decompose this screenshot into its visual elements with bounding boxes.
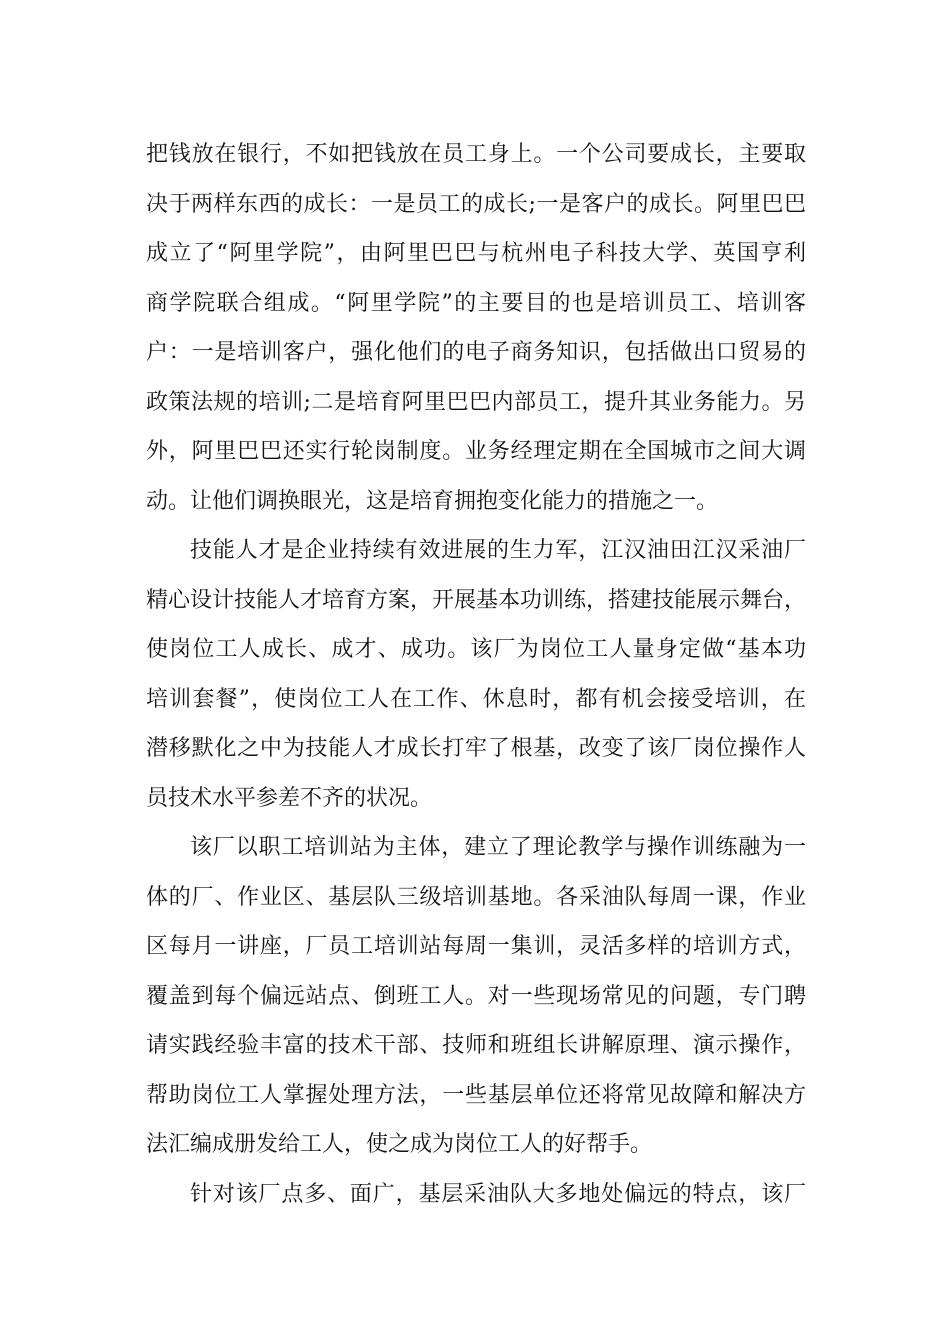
paragraph-2-line-1: 技能人才是企业持续有效进展的生力军，江汉油田江汉采油厂 — [190, 538, 806, 563]
paragraph-2-line-2: 精心设计技能人才培育方案，开展基本功训练，搭建技能展示舞台， — [146, 587, 807, 613]
paragraph-1-line-1: 把钱放在银行，不如把钱放在员工身上。一个公司要成长，主要取 — [146, 142, 806, 167]
paragraph-2-line-3: 使岗位工人成长、成才、成功。该厂为岗位工人量身定做“基本功 — [146, 637, 806, 662]
paragraph-2-line-6: 员技术水平参差不齐的状况。 — [146, 785, 433, 811]
paragraph-3-line-6: 帮助岗位工人掌握处理方法，一些基层单位还将常见故障和解决方 — [146, 1082, 806, 1108]
paragraph-1-line-4: 商学院联合组成。“阿里学院”的主要目的也是培训员工、培训客 — [146, 290, 806, 316]
paragraph-2-line-5: 潜移默化之中为技能人才成长打牢了根基，改变了该厂岗位操作人 — [146, 736, 806, 761]
paragraph-1-line-8: 动。让他们调换眼光，这是培育拥抱变化能力的措施之一。 — [146, 488, 719, 514]
paragraph-3-line-4: 覆盖到每个偏远站点、倒班工人。对一些现场常见的问题，专门聘 — [146, 983, 806, 1009]
paragraph-3-line-1: 该厂以职工培训站为主体，建立了理论教学与操作训练融为一 — [190, 835, 806, 860]
paragraph-3-line-5: 请实践经验丰富的技术干部、技师和班组长讲解原理、演示操作， — [146, 1033, 806, 1058]
document-body — [146, 130, 806, 1219]
paragraph-1-line-6: 政策法规的培训;二是培育阿里巴巴内部员工，提升其业务能力。另 — [146, 389, 806, 415]
paragraph-1-line-2: 决于两样东西的成长：一是员工的成长;一是客户的成长。阿里巴巴 — [146, 191, 806, 217]
paragraph-3-line-7: 法汇编成册发给工人，使之成为岗位工人的好帮手。 — [146, 1132, 653, 1157]
paragraph-1-line-5: 户：一是培训客户，强化他们的电子商务知识，包括做出口贸易的 — [146, 340, 806, 365]
paragraph-1-line-7: 外，阿里巴巴还实行轮岗制度。业务经理定期在全国城市之间大调 — [146, 439, 806, 464]
paragraph-3-line-2: 体的厂、作业区、基层队三级培训基地。各采油队每周一课，作业 — [146, 884, 806, 910]
paragraph-4-line-1: 针对该厂点多、面广，基层采油队大多地处偏远的特点，该厂 — [190, 1181, 806, 1207]
paragraph-3-line-3: 区每月一讲座，厂员工培训站每周一集训，灵活多样的培训方式， — [146, 934, 806, 959]
paragraph-2-line-4: 培训套餐”，使岗位工人在工作、休息时，都有机会接受培训，在 — [146, 686, 806, 712]
paragraph-1-line-3: 成立了“阿里学院”，由阿里巴巴与杭州电子科技大学、英国亨利 — [146, 241, 806, 266]
